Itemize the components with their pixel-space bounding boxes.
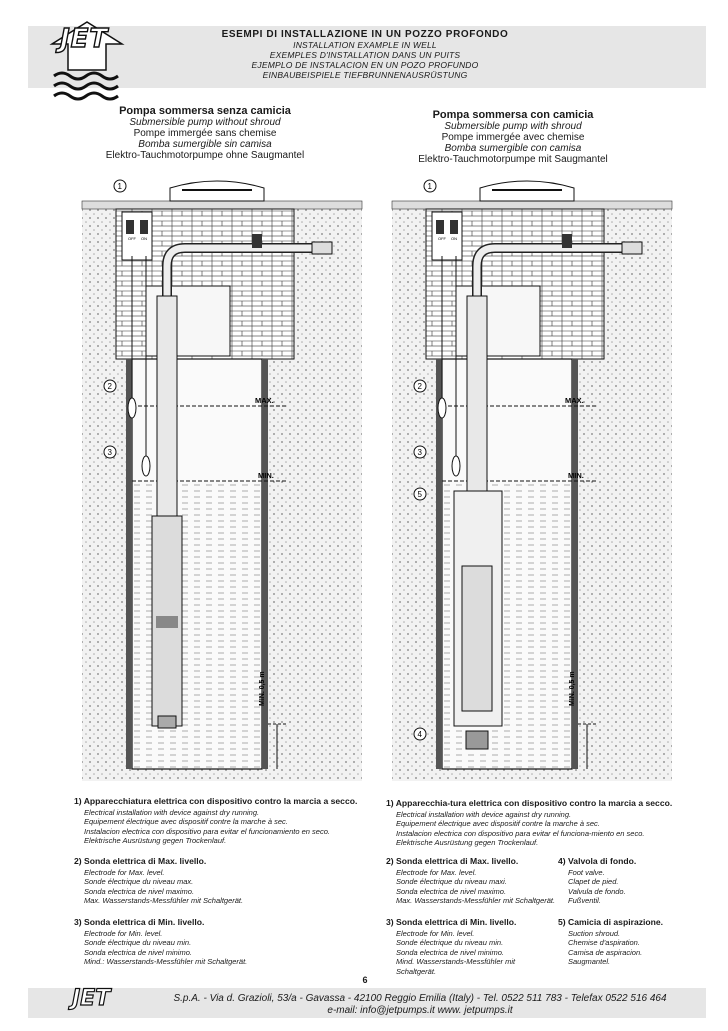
legend-line: Equipement électrique avec dispositif contre la marche à sec. <box>84 817 288 827</box>
left-heading-en: Submersible pump without shroud <box>129 117 281 128</box>
right-heading-fr: Pompe immergée avec chemise <box>441 132 585 143</box>
legend-line: Instalacion electrica con dispositivo para evitar el funciona-miento en seco. <box>396 828 645 838</box>
off-label-right: OFF <box>438 236 446 241</box>
subtitle-en: INSTALLATION EXAMPLE IN WELL <box>293 40 437 50</box>
subtitle-es: EJEMPLO DE INSTALACION EN UN POZO PROFUNDO <box>251 60 479 70</box>
legend-line: Sonde électrique du niveau maxi. <box>396 877 507 887</box>
left-heading-de: Elektro-Tauchmotorpumpe ohne Saugmantel <box>105 150 305 161</box>
legend-line: Foot valve. <box>568 867 605 877</box>
legend-5-title: 5) Camicia di aspirazione. <box>558 917 664 927</box>
min-label-right: MIN. <box>568 471 584 480</box>
legend-line: Elektrische Ausrüstung gegen Trockenlauf. <box>396 838 539 848</box>
footer-contact[interactable]: e-mail: info@jetpumps.it www. jetpumps.it <box>327 1005 513 1016</box>
left-heading: Pompa sommersa senza camicia <box>119 105 291 117</box>
legend-line: Max. Wasserstands-Messfühler mit Schaltgerät. <box>396 896 556 906</box>
legend-line: Mind.: Wasserstands-Messfühler mit Schaltgerät. <box>84 957 248 967</box>
max-label: MAX. <box>255 396 274 405</box>
page-number: 6 <box>362 975 368 985</box>
callout-2: 2 <box>107 382 112 391</box>
legend-line: Instalacion electrica con dispositivo para evitar el funcionamiento en seco. <box>84 826 330 836</box>
jet-logo <box>48 20 126 108</box>
on-label-right: ON <box>451 236 457 241</box>
legend-line: Fußventil. <box>568 896 601 906</box>
off-label: OFF <box>128 236 136 241</box>
right-heading-en: Submersible pump with shroud <box>444 121 582 132</box>
left-heading-fr: Pompe immergée sans chemise <box>133 128 277 139</box>
legend-right-2-title: 2) Sonda elettrica di Max. livello. <box>386 856 519 866</box>
legend-line: Mind. Wasserstands-Messfühler mit Schaltgerät. <box>396 957 516 976</box>
legend-line: Sonda electrica de nivel maximo. <box>84 886 195 896</box>
legend-left-3-title: 3) Sonda elettrica di Min. livello. <box>74 917 205 927</box>
legend-line: Electrode for Max. level. <box>84 867 165 877</box>
legend-far-right-4 <box>558 857 698 906</box>
legend-line: Valvula de fondo. <box>568 886 626 896</box>
legend-line: Elektrische Ausrüstung gegen Trockenlauf. <box>84 836 227 846</box>
min-depth-label: MIN. 0,5 m <box>259 671 266 706</box>
page-title-block <box>160 30 570 80</box>
legend-line: Sonda electrica de nivel maximo. <box>396 886 507 896</box>
legend-right-3 <box>386 918 556 977</box>
callout-5: 5 <box>417 490 422 499</box>
max-label-right: MAX. <box>565 396 584 405</box>
min-depth-label-right: MIN. 0,5 m <box>569 671 576 706</box>
legend-4-title: 4) Valvola di fondo. <box>558 856 637 866</box>
left-well-diagram <box>72 176 372 781</box>
legend-left-1 <box>74 797 364 846</box>
legend-far-right-5 <box>558 918 698 967</box>
left-heading-es: Bomba sumergible sin camisa <box>138 139 272 150</box>
legend-line: Electrode for Min. level. <box>396 928 475 938</box>
legend-right-1-title: 1) Apparecchia-tura elettrica con dispositivo contro la marcia a secco. <box>386 798 673 808</box>
legend-left-2 <box>74 857 364 906</box>
legend-line: Suction shroud. <box>568 928 621 938</box>
legend-line: Electrical installation with device against dry running. <box>84 807 260 817</box>
callout-3: 3 <box>107 448 112 457</box>
callout-1: 1 <box>117 182 122 191</box>
right-well-diagram <box>382 176 682 781</box>
legend-line: Max. Wasserstands-Messfühler mit Schaltgerät. <box>84 896 244 906</box>
callout-3-right: 3 <box>417 448 422 457</box>
page-title: ESEMPI DI INSTALLAZIONE IN UN POZZO PROFONDO <box>221 29 509 40</box>
footer-logo: JET <box>72 986 111 1011</box>
legend-line: Sonde électrique du niveau min. <box>396 938 504 948</box>
legend-line: Electrode for Min. level. <box>84 928 163 938</box>
legend-line: Sonde électrique du niveau min. <box>84 938 192 948</box>
footer-address: S.p.A. - Via d. Grazioli, 53/a - Gavassa - 42100 Reggio Emilia (Italy) - Tel. 0522 511 783 - Telefax 0522 516 464 <box>173 993 667 1004</box>
legend-right-1 <box>386 799 686 848</box>
legend-right-3-title: 3) Sonda elettrica di Min. livello. <box>386 917 517 927</box>
min-label: MIN. <box>258 471 274 480</box>
legend-line: Electrode for Max. level. <box>396 867 477 877</box>
legend-line: Camisa de aspiracion. <box>568 947 643 957</box>
legend-right-2 <box>386 857 556 906</box>
subtitle-fr: EXEMPLES D'INSTALLATION DANS UN PUITS <box>269 50 461 60</box>
legend-line: Electrical installation with device against dry running. <box>396 809 572 819</box>
legend-line: Sonda electrica de nivel minimo. <box>84 947 192 957</box>
legend-line: Equipement électrique avec dispositif contre la marche à sec. <box>396 819 600 829</box>
legend-left-3 <box>74 918 364 967</box>
legend-line: Chemise d'aspiration. <box>568 938 640 948</box>
callout-4: 4 <box>417 730 422 739</box>
legend-line: Clapet de pied. <box>568 877 619 887</box>
logo-text: JET <box>60 24 109 54</box>
subtitle-de: EINBAUBEISPIELE TIEFBRUNNENAUSRÜSTUNG <box>262 70 468 80</box>
legend-line: Saugmantel. <box>568 957 611 967</box>
legend-left-1-title: 1) Apparecchiatura elettrica con dispositivo contro la marcia a secco. <box>74 796 358 806</box>
legend-line: Sonde électrique du niveau max. <box>84 877 194 887</box>
right-heading: Pompa sommersa con camicia <box>432 109 594 121</box>
right-heading-de: Elektro-Tauchmotorpumpe mit Saugmantel <box>418 154 608 165</box>
on-label: ON <box>141 236 147 241</box>
callout-2-right: 2 <box>417 382 422 391</box>
legend-left-2-title: 2) Sonda elettrica di Max. livello. <box>74 856 207 866</box>
legend-line: Sonda electrica de nivel minimo. <box>396 947 504 957</box>
callout-1-right: 1 <box>427 182 432 191</box>
left-column-heading <box>80 106 330 161</box>
right-column-heading <box>388 110 638 165</box>
right-heading-es: Bomba sumergible con camisa <box>444 143 582 154</box>
